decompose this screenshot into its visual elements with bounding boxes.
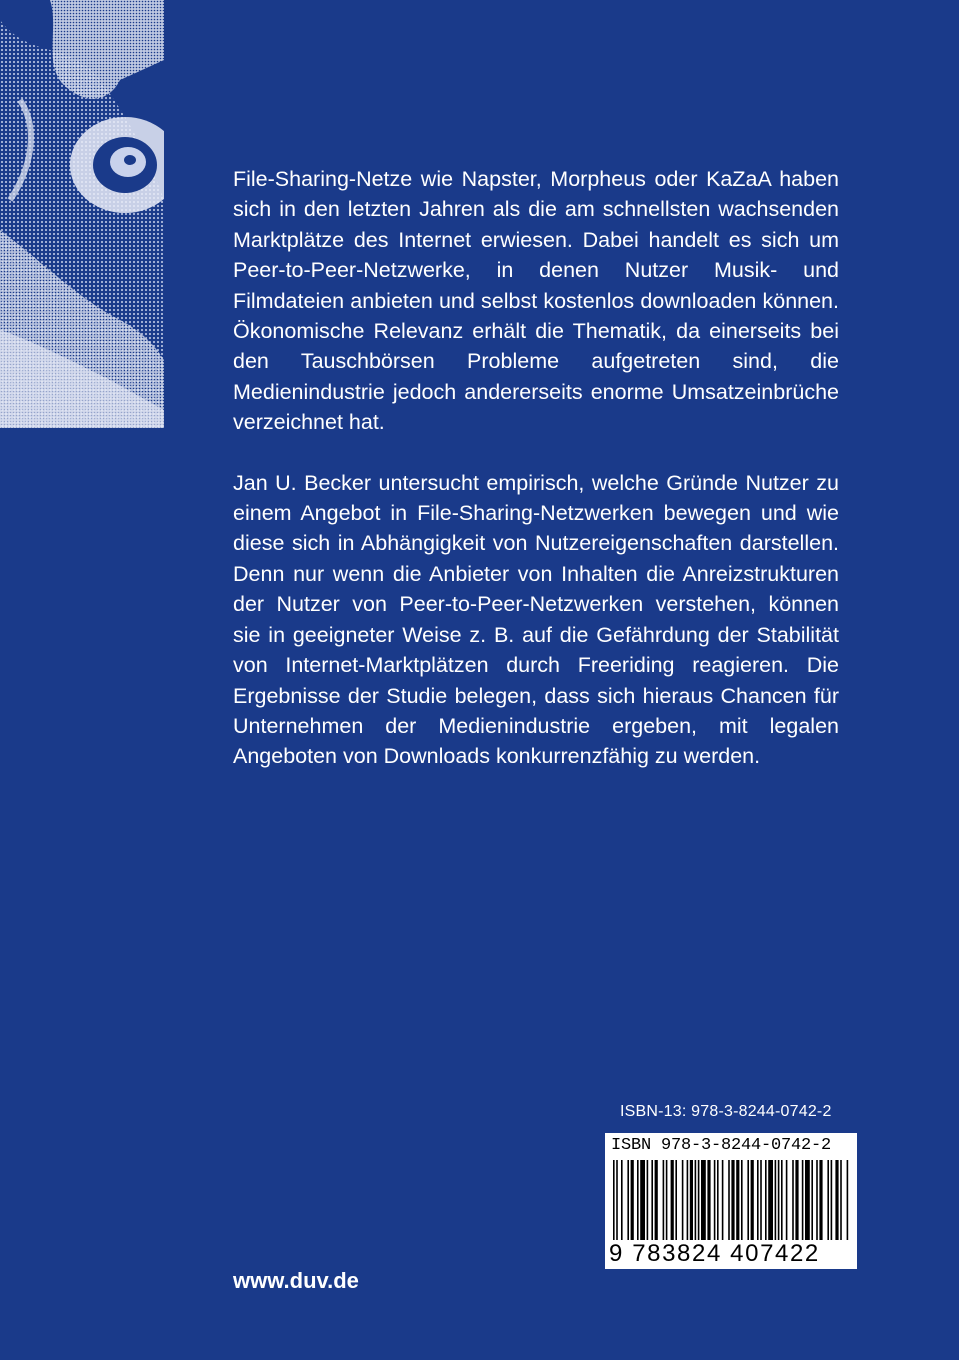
barcode-bar [675,1160,677,1240]
barcode-bar [781,1160,783,1240]
barcode-bar [701,1160,706,1240]
barcode-bar [731,1160,734,1240]
barcode-bar [640,1160,645,1240]
barcode-bar [687,1160,689,1240]
barcode-bar [621,1160,623,1240]
blurb-paragraph-1: File-Sharing-Netze wie Napster, Morpheus oder KaZaA haben sich in den letzten Jahren als die am schnellsten wachsenden Marktplätze des Internet erwiesen. Dabei handelt es sich um Peer-to-Peer-Netzwerke, in denen Nutzer Musik- und Filmdateien anbieten und selbst kostenlos downloaden können. Ökonomische Relevanz erhält die Thematik, da einerseits bei den Tauschbörsen Probleme aufgetreten sind, die Medienindustrie jedoch andererseits enorme Umsatzeinbrüche verzeichnet hat. [233,167,839,435]
barcode-bar [616,1160,618,1240]
barcode-bars-icon [611,1160,851,1240]
barcode-isbn-text: ISBN 978-3-8244-0742-2 [611,1136,832,1155]
barcode-bar [741,1160,743,1240]
barcode-bar [714,1160,716,1240]
barcode-bar [671,1160,674,1240]
blurb [233,164,839,802]
barcode-bar [835,1160,838,1240]
halftone-photo-icon [0,0,164,428]
barcode-bar [805,1160,810,1240]
barcode-bar [707,1160,710,1240]
barcode-bar [778,1160,780,1240]
publisher-website: www.duv.de [233,1268,359,1293]
barcode-bar [765,1160,767,1240]
barcode-bar [666,1160,668,1240]
barcode-bar [760,1160,762,1240]
barcode-bar [655,1160,658,1240]
barcode-bar [747,1160,749,1240]
barcode-bar [768,1160,773,1240]
cover-photo [0,0,164,428]
barcode-bar [840,1160,842,1240]
barcode-bar [637,1160,639,1240]
barcode-bar [698,1160,700,1240]
barcode-bar [795,1160,798,1240]
isbn-label: ISBN-13: 978-3-8244-0742-2 [620,1103,832,1120]
barcode-bar [613,1160,615,1240]
barcode-bar [728,1160,730,1240]
barcode-bar [717,1160,719,1240]
barcode-digits: 9 783824 407422 [609,1240,820,1267]
barcode-bar [816,1160,818,1240]
barcode-bar [627,1160,629,1240]
barcode-bar [631,1160,634,1240]
barcode-bar [819,1160,822,1240]
barcode-bar [757,1160,759,1240]
barcode-bar [663,1160,665,1240]
barcode-bar [647,1160,649,1240]
blurb-paragraph-2: Jan U. Becker untersucht empirisch, welche Gründe Nutzer zu einem Angebot in File-Sharing-Netzwerken bewegen und wie diese sich in Abhängigkeit von Nutzereigenschaften darstellen. Denn nur wenn die Anbieter von Inhalten die Anreizstrukturen der Nutzer von Peer-to-Peer-Netzwerken verstehen, können sie in geeigneter Weise z. B. auf die Gefährdung der Stabilität von Internet-Marktplätzen durch Freeriding reagieren. Die Ergebnisse der Studie belegen, dass sich hieraus Chancen für Unternehmen der Medienindustrie ergeben, mit legalen Angeboten von Downloads konkurrenzfähig zu werden. [233,470,839,769]
barcode-bar [722,1160,724,1240]
barcode-bar [695,1160,697,1240]
barcode-bar [786,1160,788,1240]
barcode-bar [802,1160,804,1240]
barcode-bar [827,1160,829,1240]
barcode-bar [847,1160,849,1240]
barcode-bar [682,1160,684,1240]
barcode-bar [775,1160,777,1240]
barcode [605,1133,857,1269]
barcode-bar [651,1160,653,1240]
barcode-bar [736,1160,739,1240]
barcode-bar [831,1160,833,1240]
barcode-bar [811,1160,813,1240]
barcode-bar [751,1160,754,1240]
barcode-bar [792,1160,794,1240]
barcode-bar [690,1160,693,1240]
